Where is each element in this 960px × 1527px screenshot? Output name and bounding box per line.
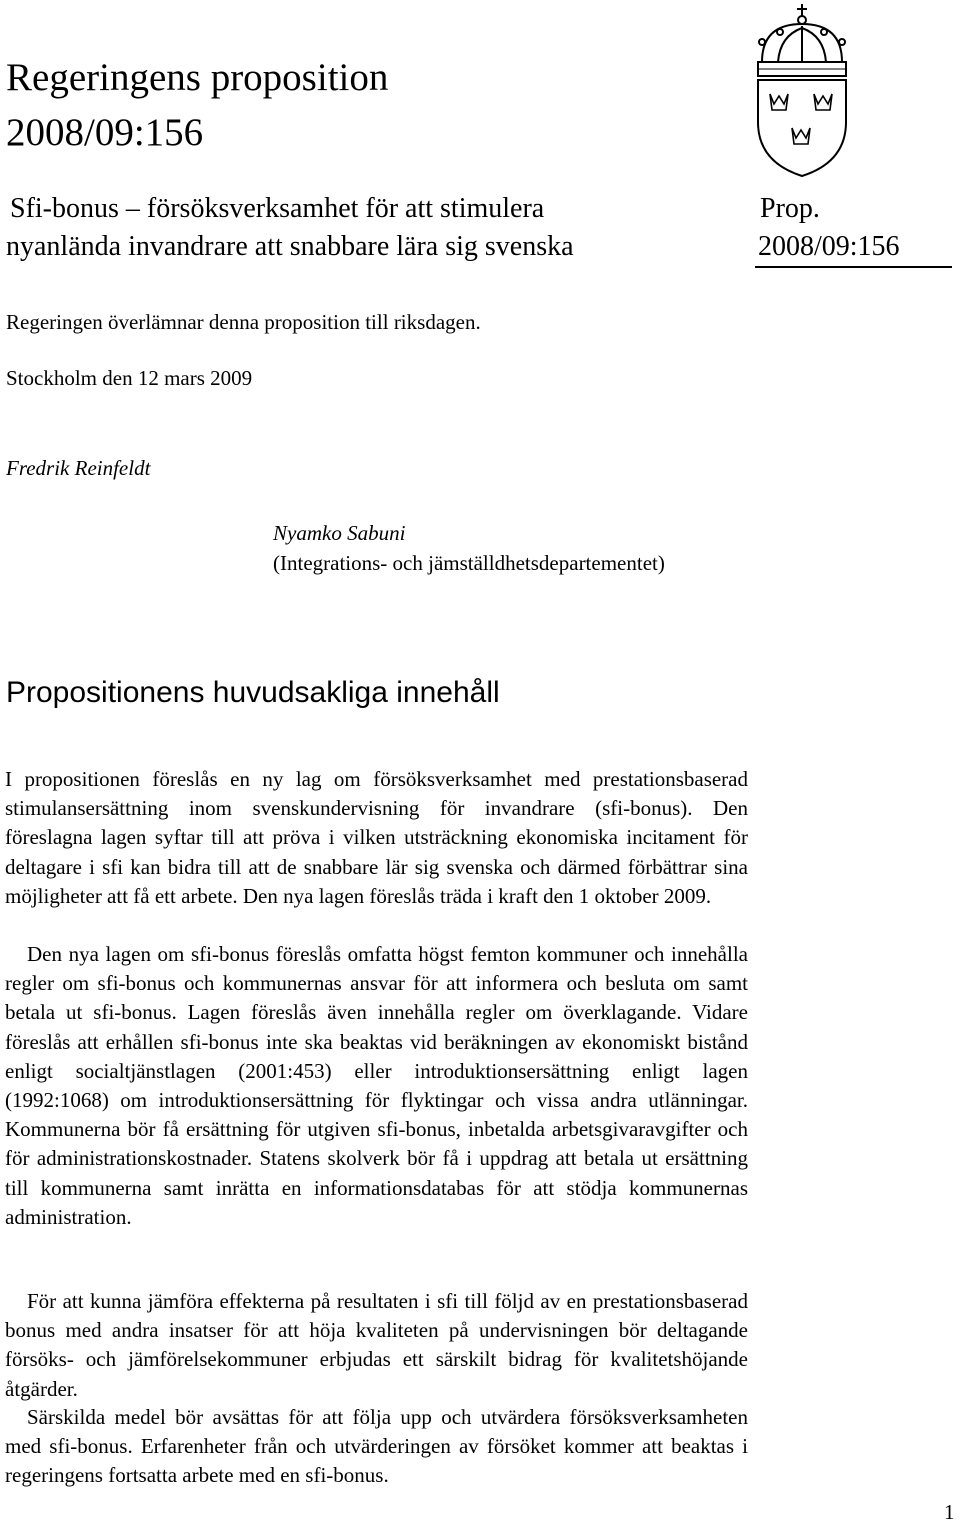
department-name: (Integrations- och jämställdhetsdepartementet)	[273, 551, 665, 575]
document-title-number: 2008/09:156	[6, 111, 204, 154]
minister-name: Nyamko Sabuni	[273, 521, 406, 545]
submission-statement: Regeringen överlämnar denna proposition till riksdagen.	[6, 310, 481, 334]
document-title: Regeringens proposition	[6, 56, 389, 99]
subtitle-line-1: Sfi-bonus – försöksverksamhet för att stimulera	[10, 193, 545, 224]
prop-number: 2008/09:156	[758, 231, 900, 262]
summary-paragraph-2: Den nya lagen om sfi-bonus föreslås omfatta högst femton kommuner och innehålla regler om sfi-bonus och kommunernas ansvar för att informera och besluta om samt betala ut sfi-bonus. Lagen föreslås även innehålla regler om överklagande. Vidare föreslås att erhållen sfi-bonus inte ska beaktas vid beräkningen av ekonomiskt bistånd enligt socialtjänstlagen (2001:453) eller introduktionsersättning enligt lagen (1992:1068) om introduktionsersättning för flyktingar och vissa andra utlänningar. Kommunerna bör få ersättning för utgiven sfi-bonus, inbetalda arbetsgivaravgifter och för administrationskostnader. Statens skolverk bör få i uppdrag att betala ut ersättning till kommunerna samt inrätta en informationsdatabas för att stödja kommunernas administration.	[5, 942, 748, 1229]
place-and-date: Stockholm den 12 mars 2009	[6, 366, 253, 390]
summary-paragraph-3: För att kunna jämföra effekterna på resultaten i sfi till följd av en prestationsbaserad bonus med andra insatser för att höja kvaliteten på undervisningen bör deltagande försöks- och jämförelsekommuner erbjudas ett särskilt bidrag för kvalitetshöjande åtgärder.	[5, 1289, 748, 1401]
swedish-royal-crown-three-crowns-icon	[752, 2, 856, 178]
summary-paragraph-1: I propositionen föreslås en ny lag om försöksverksamhet med prestationsbaserad stimulansersättning inom svenskundervisning för invandrare (sfi-bonus). Den föreslagna lagen syftar till att pröva i vilken utsträckning ekonomiska incitament för deltagare i sfi kan bidra till att de snabbare lär sig svenska och därmed förbättrar sina möjligheter att få ett arbete. Den nya lagen föreslås träda i kraft den 1 oktober 2009.	[5, 767, 748, 908]
header-rule	[755, 266, 952, 268]
prime-minister-name: Fredrik Reinfeldt	[6, 456, 151, 480]
page-number: 1	[944, 1500, 955, 1524]
summary-heading: Propositionens huvudsakliga innehåll	[6, 676, 500, 709]
prop-label: Prop.	[760, 193, 820, 224]
subtitle-line-2: nyanlända invandrare att snabbare lära sig svenska	[6, 231, 574, 262]
summary-paragraph-4: Särskilda medel bör avsättas för att följa upp och utvärdera försöksverksamheten med sfi-bonus. Erfarenheter från och utvärderingen av försöket kommer att beaktas i regeringens fortsatta arbete med en sfi-bonus.	[5, 1405, 748, 1488]
